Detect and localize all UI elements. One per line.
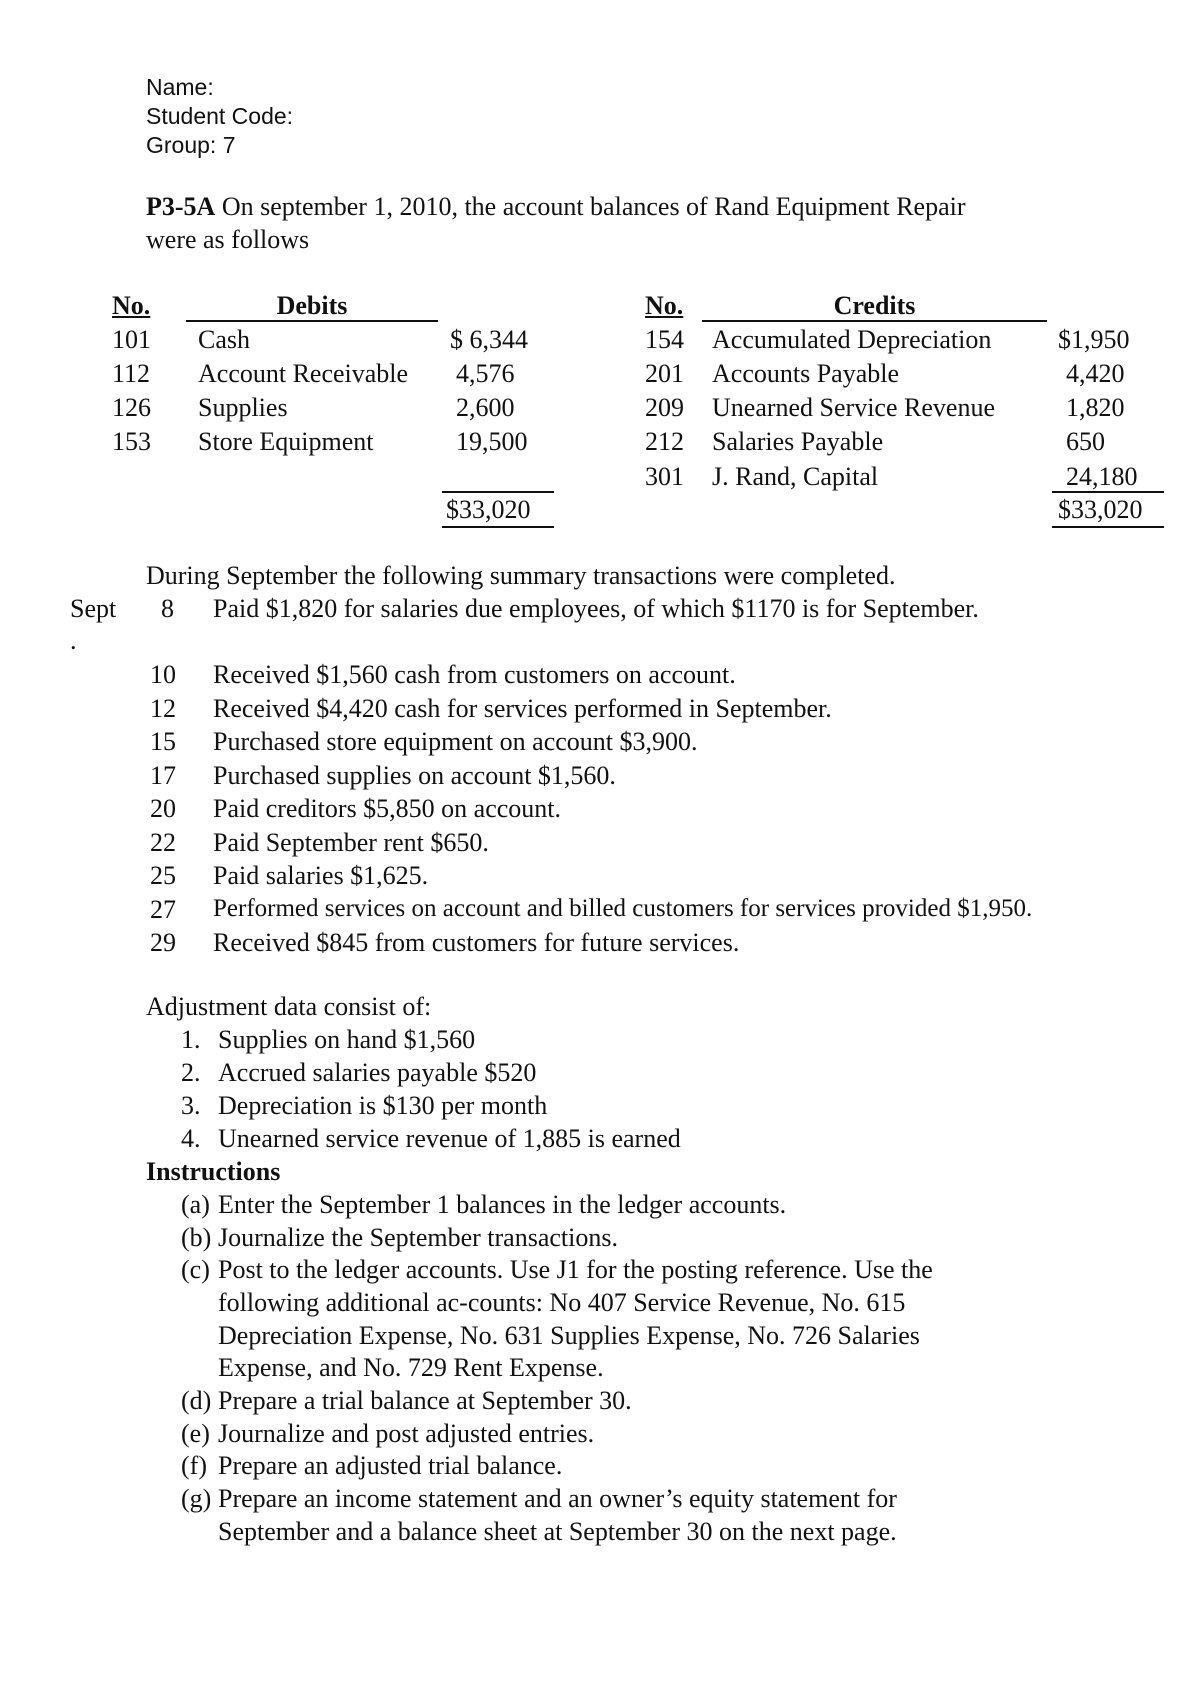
adjustment-number: 2.	[181, 1058, 201, 1087]
student-code-label: Student Code:	[146, 103, 294, 129]
debit-account-name: Supplies	[198, 393, 288, 422]
debit-amount: $ 6,344	[450, 325, 528, 354]
debit-total-top-rule	[442, 491, 554, 493]
credit-amount: 4,420	[1066, 359, 1125, 388]
debit-amount: 2,600	[456, 393, 515, 422]
instruction-text: Post to the ledger accounts. Use J1 for the posting reference. Use the	[218, 1255, 933, 1284]
instruction-text: Enter the September 1 balances in the ledger accounts.	[218, 1190, 787, 1219]
name-label: Name:	[146, 74, 214, 100]
instructions-heading: Instructions	[146, 1157, 281, 1186]
problem-id: P3-5A	[146, 192, 216, 221]
group-label: Group: 7	[146, 132, 236, 158]
transaction-day: 8	[161, 594, 174, 623]
transaction-day: 20	[150, 794, 176, 823]
adjustments-intro: Adjustment data consist of:	[146, 992, 432, 1021]
credit-account-name: Accumulated Depreciation	[712, 325, 992, 354]
debits-header-rule	[186, 320, 438, 322]
credits-no-header: No.	[645, 291, 684, 320]
transaction-text: Paid salaries $1,625.	[213, 861, 429, 890]
problem-intro	[146, 191, 966, 222]
adjustment-number: 1.	[181, 1025, 201, 1054]
instruction-text: Depreciation Expense, No. 631 Supplies Expense, No. 726 Salaries	[218, 1321, 920, 1350]
transaction-day: 22	[150, 828, 176, 857]
transaction-day: 27	[150, 895, 176, 924]
instruction-text: Prepare a trial balance at September 30.	[218, 1386, 632, 1415]
instruction-label: (a)	[181, 1190, 210, 1219]
transaction-text: Received $845 from customers for future services.	[213, 928, 740, 957]
stray-mark: .	[70, 626, 77, 655]
instruction-label: (d)	[181, 1386, 212, 1415]
transaction-day: 10	[150, 660, 176, 689]
transaction-text: Received $4,420 cash for services performed in September.	[213, 694, 832, 723]
credit-account-name: J. Rand, Capital	[712, 462, 879, 491]
credit-total: $33,020	[1058, 495, 1143, 524]
instruction-label: (f)	[181, 1451, 207, 1480]
debit-account-no: 153	[112, 427, 151, 456]
credit-account-name: Unearned Service Revenue	[712, 393, 995, 422]
credit-account-no: 154	[645, 325, 684, 354]
adjustment-text: Accrued salaries payable $520	[218, 1058, 537, 1087]
debit-account-name: Account Receivable	[198, 359, 409, 388]
transaction-text: Paid creditors $5,850 on account.	[213, 794, 562, 823]
adjustment-number: 3.	[181, 1091, 201, 1120]
credit-account-no: 201	[645, 359, 684, 388]
debit-account-name: Store Equipment	[198, 427, 374, 456]
transaction-text: Paid $1,820 for salaries due employees, of which $1170 is for September.	[213, 594, 979, 623]
transactions-month: Sept	[70, 594, 117, 623]
debit-total: $33,020	[446, 495, 531, 524]
instruction-text: September and a balance sheet at September 30 on the next page.	[218, 1517, 897, 1546]
debits-header: Debits	[276, 291, 348, 320]
instruction-text: Prepare an adjusted trial balance.	[218, 1451, 563, 1480]
instruction-label: (g)	[181, 1484, 212, 1513]
transaction-text: Performed services on account and billed customers for services provided $1,950.	[213, 895, 1033, 922]
transaction-text: Paid September rent $650.	[213, 828, 489, 857]
adjustment-text: Supplies on hand $1,560	[218, 1025, 476, 1054]
credit-amount: 1,820	[1066, 393, 1125, 422]
transactions-intro: During September the following summary transactions were completed.	[146, 561, 896, 590]
transaction-day: 29	[150, 928, 176, 957]
transaction-day: 17	[150, 761, 176, 790]
adjustment-text: Depreciation is $130 per month	[218, 1091, 548, 1120]
credit-amount: 650	[1066, 427, 1105, 456]
debit-account-no: 112	[112, 359, 151, 388]
debit-amount: 4,576	[456, 359, 515, 388]
debit-account-name: Cash	[198, 325, 250, 354]
debits-no-header: No.	[112, 291, 151, 320]
debit-account-no: 126	[112, 393, 151, 422]
adjustment-text: Unearned service revenue of 1,885 is earned	[218, 1124, 681, 1153]
credits-header-rule	[702, 320, 1047, 322]
credit-account-no: 209	[645, 393, 684, 422]
instruction-label: (b)	[181, 1223, 212, 1252]
transaction-day: 15	[150, 727, 176, 756]
instruction-text: following additional ac-counts: No 407 Service Revenue, No. 615	[218, 1288, 906, 1317]
instruction-text: Prepare an income statement and an owner’s equity statement for	[218, 1484, 897, 1513]
transaction-text: Received $1,560 cash from customers on account.	[213, 660, 736, 689]
credit-total-bottom-rule	[1052, 526, 1164, 528]
transaction-day: 12	[150, 694, 176, 723]
credit-amount: $1,950	[1058, 325, 1130, 354]
problem-intro-line1: On september 1, 2010, the account balances of Rand Equipment Repair	[221, 192, 966, 221]
instruction-text: Journalize and post adjusted entries.	[218, 1419, 595, 1448]
instruction-label: (e)	[181, 1419, 210, 1448]
transaction-day: 25	[150, 861, 176, 890]
transaction-text: Purchased supplies on account $1,560.	[213, 761, 616, 790]
credit-account-no: 301	[645, 462, 684, 491]
instruction-text: Journalize the September transactions.	[218, 1223, 618, 1252]
adjustment-number: 4.	[181, 1124, 201, 1153]
transaction-text: Purchased store equipment on account $3,900.	[213, 727, 698, 756]
debit-account-no: 101	[112, 325, 151, 354]
debit-amount: 19,500	[456, 427, 528, 456]
credit-account-no: 212	[645, 427, 684, 456]
credit-amount: 24,180	[1066, 462, 1138, 491]
credits-header: Credits	[833, 291, 916, 320]
debit-total-bottom-rule	[442, 526, 554, 528]
credit-total-top-rule	[1052, 491, 1164, 493]
instruction-label: (c)	[181, 1255, 210, 1284]
credit-account-name: Salaries Payable	[712, 427, 884, 456]
instruction-text: Expense, and No. 729 Rent Expense.	[218, 1353, 604, 1382]
credit-account-name: Accounts Payable	[712, 359, 900, 388]
problem-intro-line2: were as follows	[146, 225, 310, 254]
